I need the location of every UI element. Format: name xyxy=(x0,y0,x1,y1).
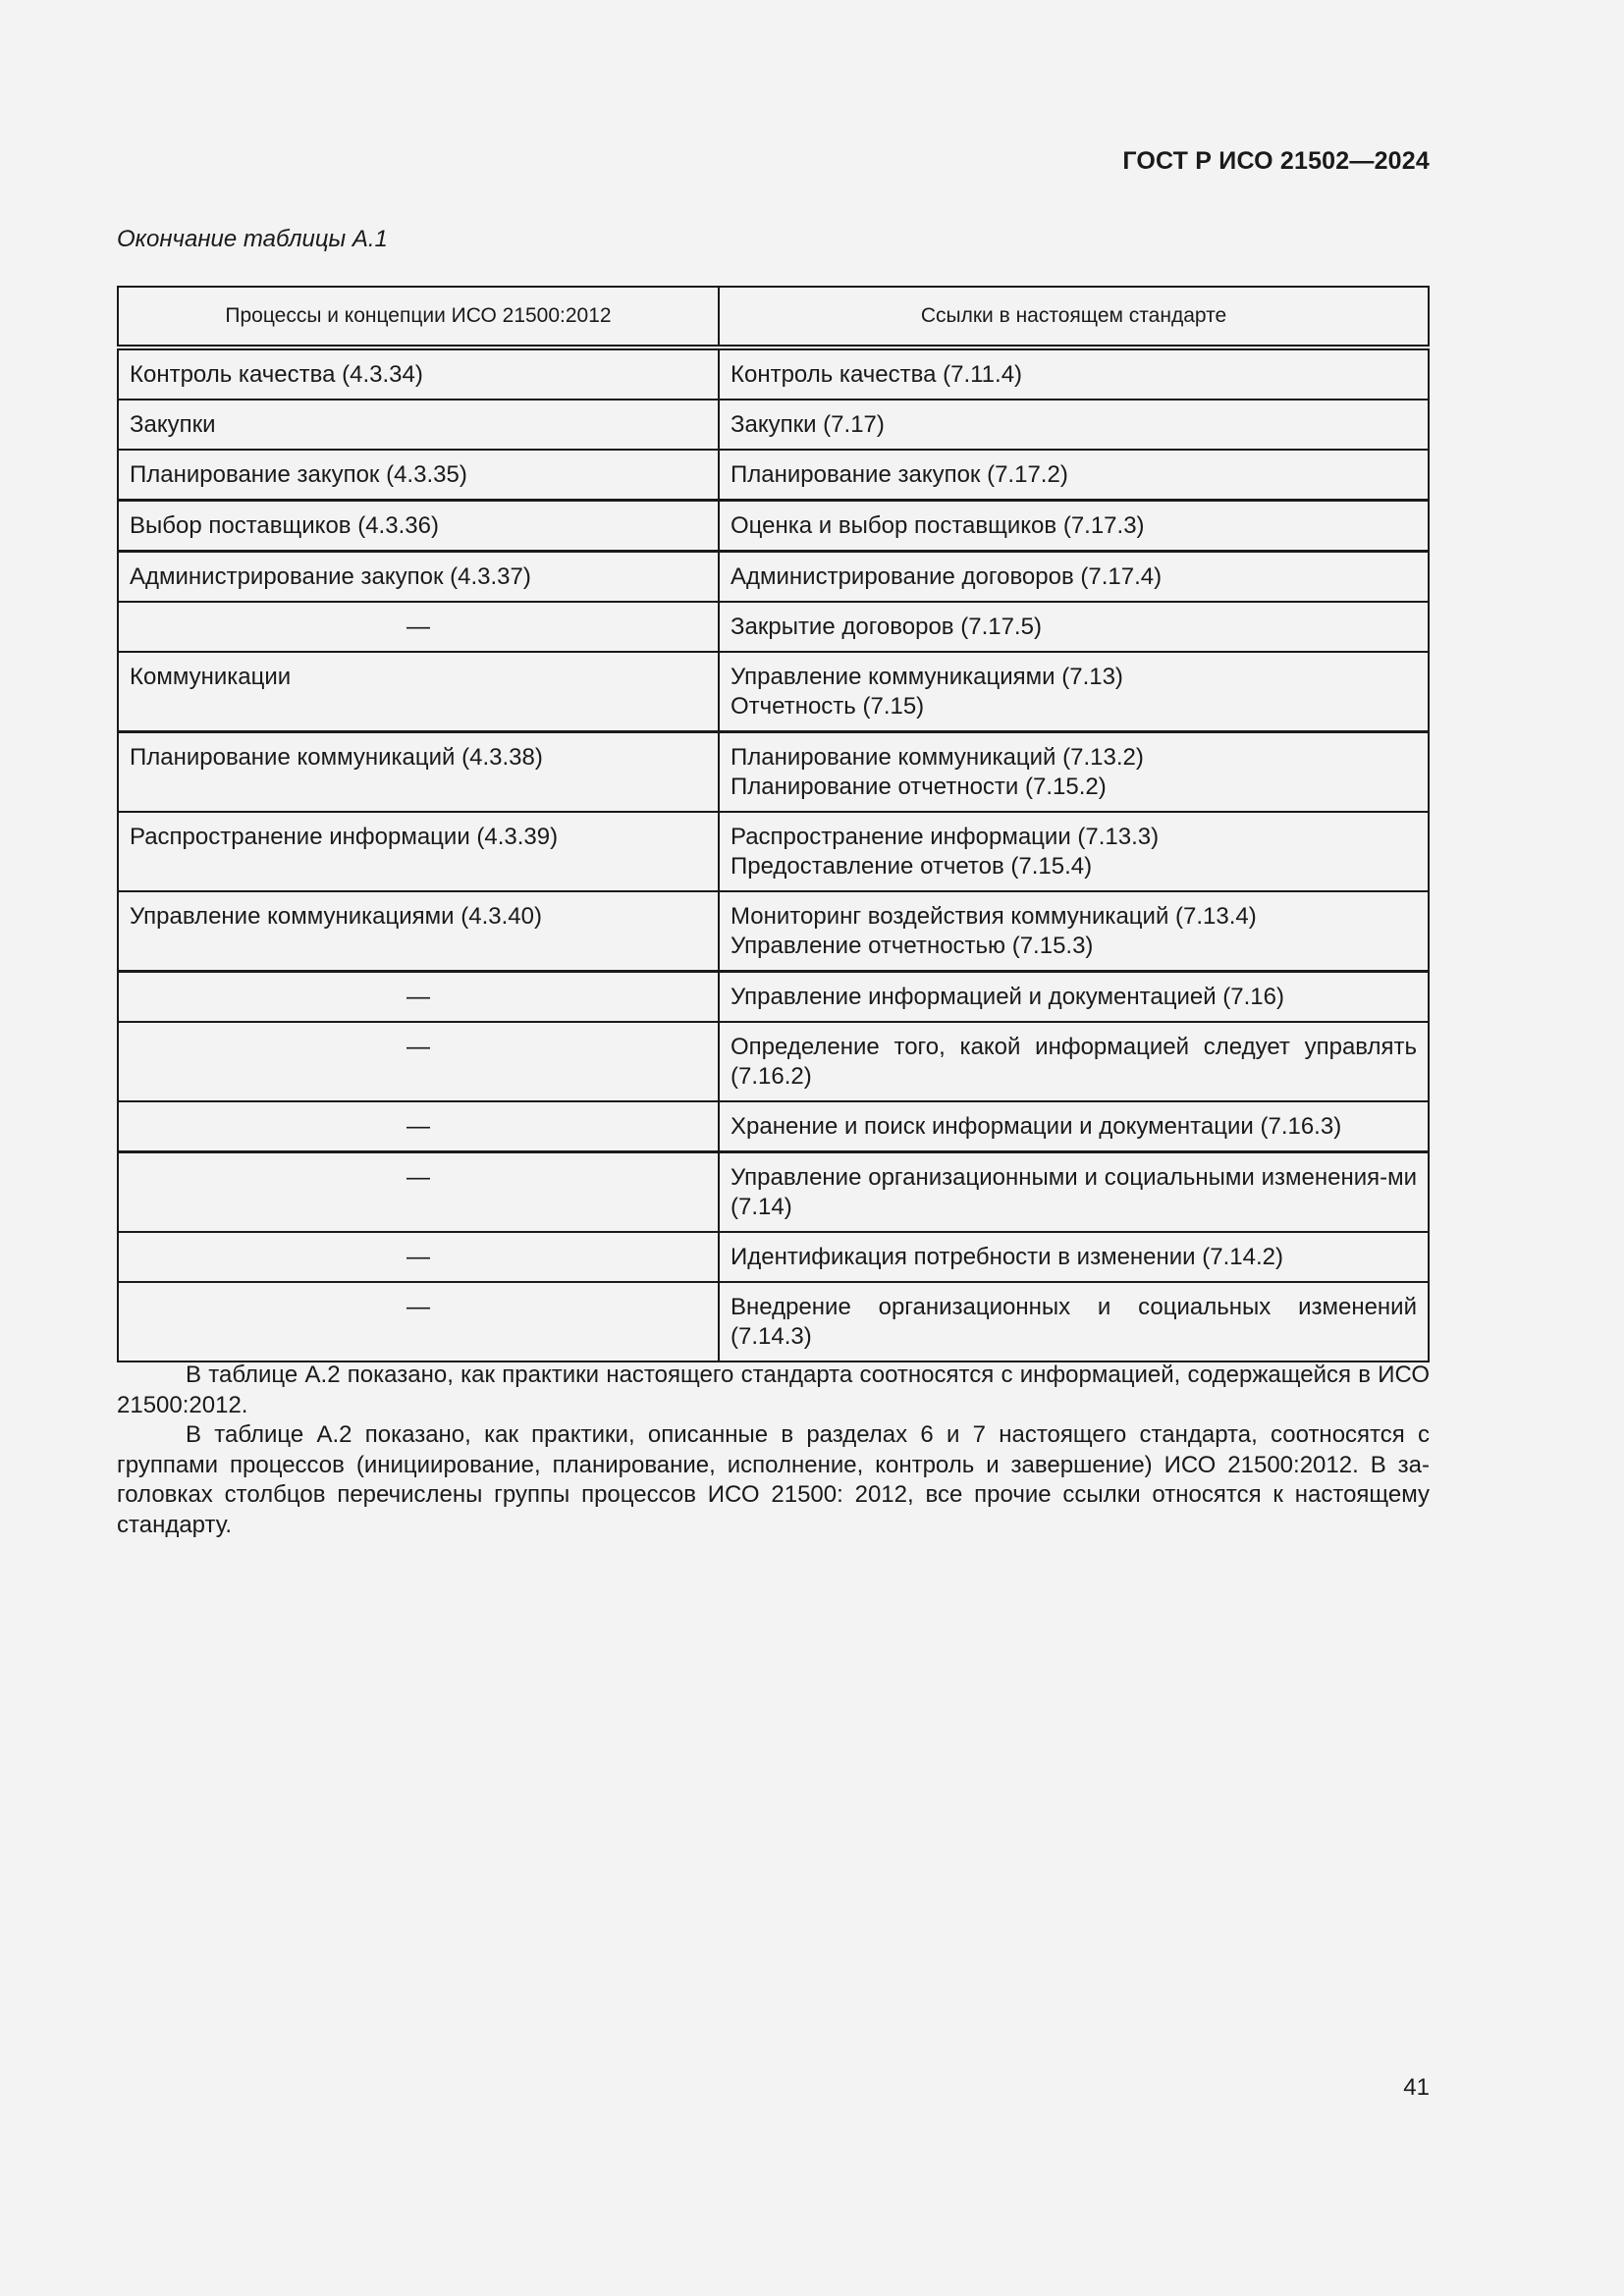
reference-cell: Управление организационными и социальными изменения-ми (7.14) xyxy=(719,1152,1429,1233)
reference-line: Планирование закупок (7.17.2) xyxy=(731,461,1068,488)
process-cell: Выбор поставщиков (4.3.36) xyxy=(118,501,719,552)
reference-line: Управление коммуникациями (7.13) xyxy=(731,664,1123,690)
reference-line: Отчетность (7.15) xyxy=(731,693,925,720)
reference-line: Планирование отчетности (7.15.2) xyxy=(731,774,1107,800)
column-header-references: Ссылки в настоящем стандарте xyxy=(719,287,1429,347)
paragraph: В таблице А.2 показано, как практики настоящего стандарта соотносятся с информацией, содержащейся в ИСО 21500:2012. xyxy=(117,1362,1430,1418)
process-cell: — xyxy=(118,972,719,1023)
reference-cell xyxy=(719,652,1429,732)
reference-cell xyxy=(719,347,1429,400)
reference-cell xyxy=(719,972,1429,1023)
document-header: ГОСТ Р ИСО 21502—2024 xyxy=(1122,147,1430,175)
process-cell: — xyxy=(118,602,719,652)
table-row xyxy=(118,812,1429,891)
reference-cell xyxy=(719,602,1429,652)
reference-line: Идентификация потребности в изменении (7.14.2) xyxy=(731,1244,1283,1270)
process-cell: Закупки xyxy=(118,400,719,450)
paragraph: В таблице А.2 показано, как практики, описанные в разделах 6 и 7 настоящего стандарта, соотносятся с группами процессов (инициирование, планирование, исполнение, контроль и завершение) ИСО 21500:2012. В за-головках столбцов перечислены группы процессов ИСО 21500: 2012, все прочие ссылки относятся к настоящему стандарту. xyxy=(117,1421,1430,1538)
table-row xyxy=(118,891,1429,972)
process-cell: — xyxy=(118,1282,719,1362)
table-row xyxy=(118,1282,1429,1362)
table-row xyxy=(118,1232,1429,1282)
column-header-iso-processes: Процессы и концепции ИСО 21500:2012 xyxy=(118,287,719,347)
table-row xyxy=(118,652,1429,732)
reference-cell xyxy=(719,1101,1429,1152)
reference-line: Оценка и выбор поставщиков (7.17.3) xyxy=(731,512,1145,539)
reference-cell xyxy=(719,552,1429,603)
table-row xyxy=(118,501,1429,552)
table-header-row xyxy=(118,287,1429,347)
table-row xyxy=(118,347,1429,400)
table-row xyxy=(118,400,1429,450)
reference-line: Планирование коммуникаций (7.13.2) xyxy=(731,744,1144,771)
process-cell: — xyxy=(118,1022,719,1101)
comparison-table xyxy=(117,286,1430,1362)
reference-cell xyxy=(719,812,1429,891)
process-cell: Планирование коммуникаций (4.3.38) xyxy=(118,732,719,813)
reference-cell xyxy=(719,400,1429,450)
process-cell: Администрирование закупок (4.3.37) xyxy=(118,552,719,603)
reference-cell xyxy=(719,501,1429,552)
process-cell: — xyxy=(118,1101,719,1152)
process-cell: — xyxy=(118,1232,719,1282)
reference-line: Мониторинг воздействия коммуникаций (7.13.4) xyxy=(731,903,1257,930)
table-row xyxy=(118,1152,1429,1233)
process-cell: Планирование закупок (4.3.35) xyxy=(118,450,719,501)
process-cell: Коммуникации xyxy=(118,652,719,732)
process-cell: — xyxy=(118,1152,719,1233)
body-text xyxy=(117,1361,1430,1540)
table-row xyxy=(118,602,1429,652)
reference-line: Распространение информации (7.13.3) xyxy=(731,824,1160,850)
table-caption: Окончание таблицы А.1 xyxy=(117,226,388,252)
reference-cell xyxy=(719,891,1429,972)
reference-line: Управление информацией и документацией (7.16) xyxy=(731,984,1284,1010)
reference-line: Закупки (7.17) xyxy=(731,411,885,438)
table-row xyxy=(118,1101,1429,1152)
table-row xyxy=(118,552,1429,603)
reference-line: Администрирование договоров (7.17.4) xyxy=(731,563,1163,590)
table-row xyxy=(118,450,1429,501)
reference-cell: Внедрение организационных и социальных изменений (7.14.3) xyxy=(719,1282,1429,1362)
process-cell: Управление коммуникациями (4.3.40) xyxy=(118,891,719,972)
table-row xyxy=(118,972,1429,1023)
reference-cell xyxy=(719,1232,1429,1282)
page-number: 41 xyxy=(1403,2074,1430,2101)
reference-line: Хранение и поиск информации и документации (7.16.3) xyxy=(731,1113,1342,1140)
reference-line: Закрытие договоров (7.17.5) xyxy=(731,614,1042,640)
table-row xyxy=(118,1022,1429,1101)
process-cell: Контроль качества (4.3.34) xyxy=(118,347,719,400)
reference-cell xyxy=(719,732,1429,813)
reference-line: Контроль качества (7.11.4) xyxy=(731,361,1023,388)
reference-cell: Определение того, какой информацией следует управлять (7.16.2) xyxy=(719,1022,1429,1101)
reference-line: Управление отчетностью (7.15.3) xyxy=(731,933,1094,959)
table-row xyxy=(118,732,1429,813)
process-cell: Распространение информации (4.3.39) xyxy=(118,812,719,891)
reference-line: Предоставление отчетов (7.15.4) xyxy=(731,853,1093,880)
reference-cell xyxy=(719,450,1429,501)
